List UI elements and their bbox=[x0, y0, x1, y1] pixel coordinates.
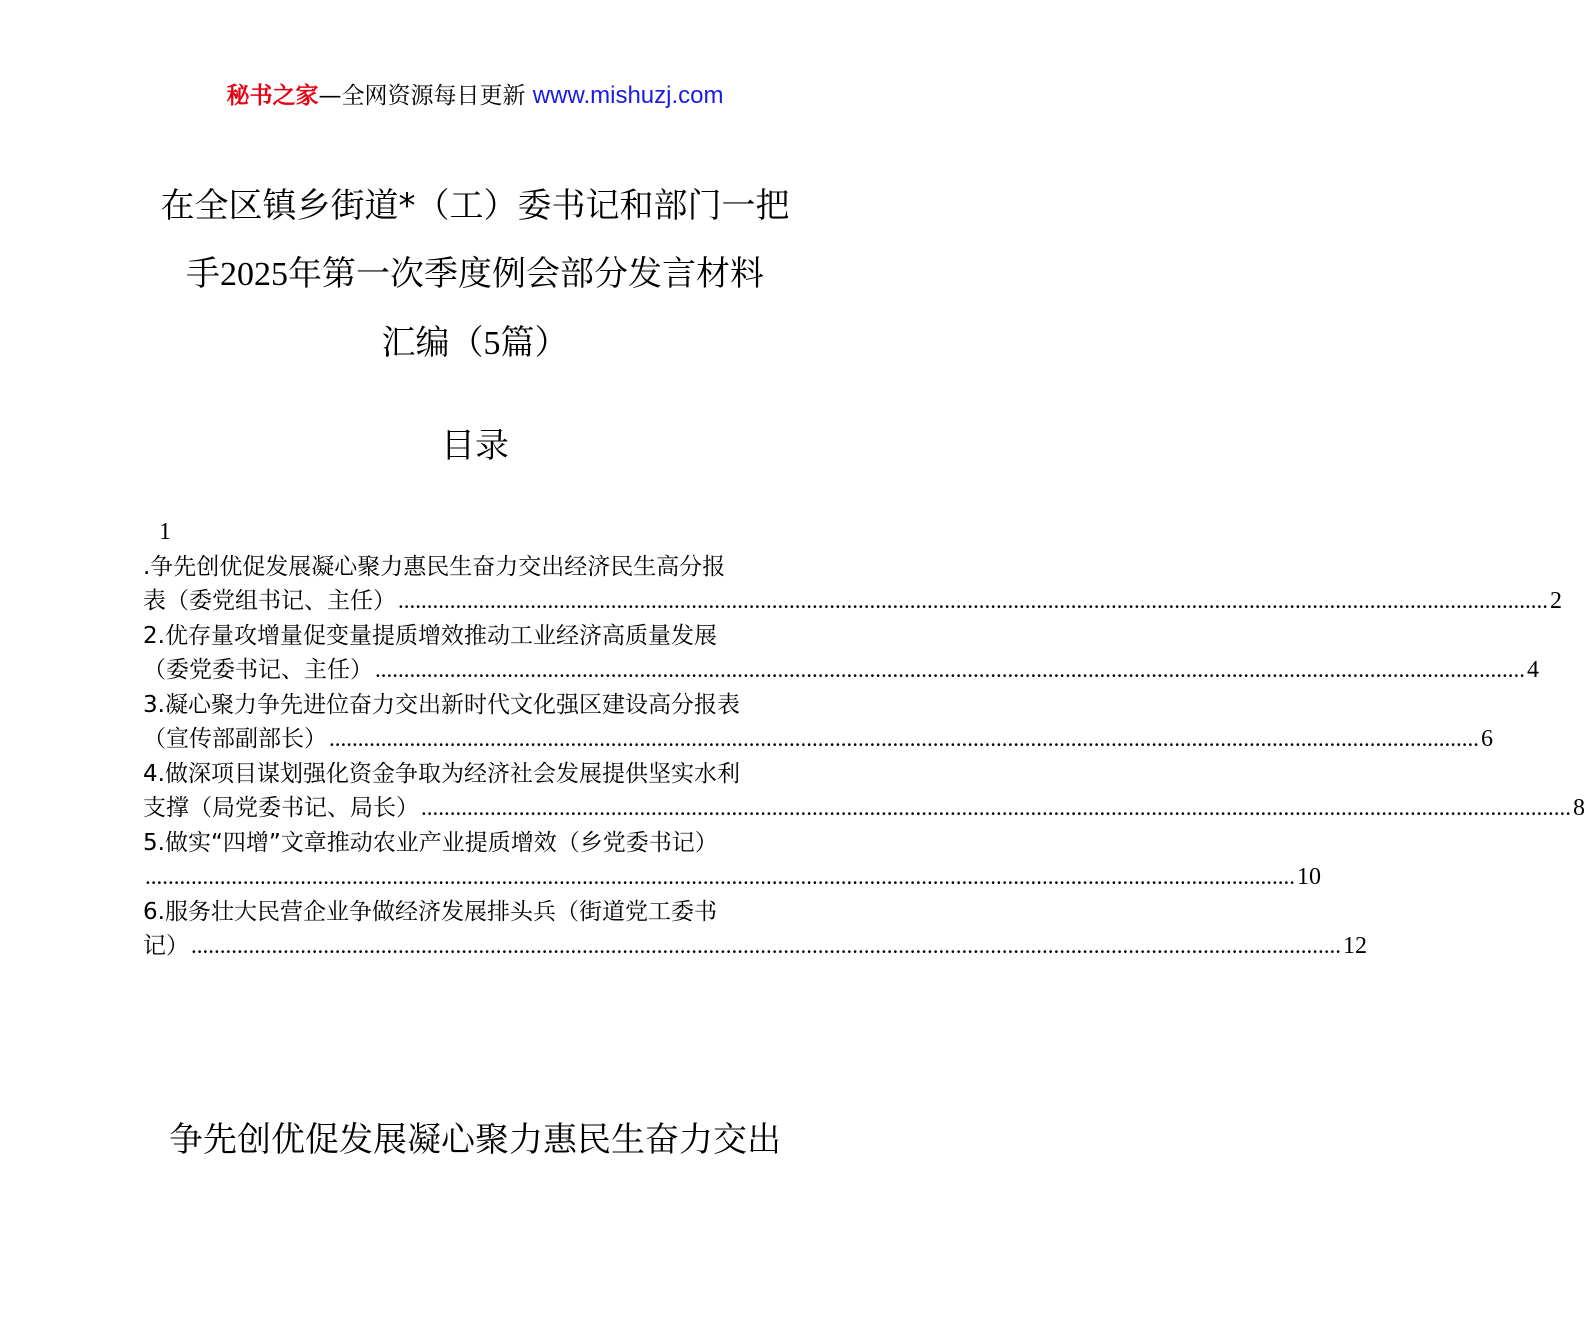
toc-entry-2[interactable] bbox=[143, 619, 1539, 688]
document-title bbox=[120, 172, 830, 378]
toc-entry-text: 2.优存量攻增量促变量提质增效推动工业经济高质量发展 bbox=[143, 622, 717, 649]
title-line-2-post: 年第一次季度例会部分发言材料 bbox=[288, 254, 764, 294]
title-line-3 bbox=[120, 309, 830, 378]
title-line-2-pre: 手 bbox=[186, 254, 220, 294]
toc-lead-number: 1 bbox=[159, 519, 171, 545]
site-url-link[interactable]: www.mishuzj.com bbox=[532, 82, 724, 109]
toc-page-number: 2 bbox=[1550, 588, 1562, 614]
toc-entry-last-line bbox=[143, 860, 1321, 895]
toc-entry-5[interactable] bbox=[143, 826, 1321, 895]
toc-entry-text: 3.凝心聚力争先进位奋力交出新时代文化强区建设高分报表 bbox=[143, 691, 740, 718]
title-count: 5 bbox=[483, 325, 501, 362]
toc-entry-6[interactable] bbox=[143, 895, 1367, 964]
site-slogan: —全网资源每日更新 bbox=[318, 83, 533, 109]
toc-entry-1[interactable] bbox=[143, 550, 1562, 619]
title-year: 2025 bbox=[220, 256, 288, 293]
toc-entry-tail: 记） bbox=[143, 933, 189, 959]
site-brand: 秘书之家 bbox=[226, 83, 319, 109]
toc-dot-leader: ........................................................................................................................................................................................................ bbox=[191, 933, 1341, 958]
toc-entry-last-line bbox=[143, 929, 1367, 964]
toc-dot-leader: ........................................................................................................................................................................................................ bbox=[329, 726, 1479, 751]
toc-page-number: 12 bbox=[1343, 933, 1367, 959]
toc-entry-4[interactable] bbox=[143, 757, 1585, 826]
toc-entry-last-line bbox=[143, 722, 1493, 757]
toc-entry-tail: （宣传部副部长） bbox=[143, 726, 327, 752]
toc-entry-tail: 支撑（局党委书记、局长） bbox=[143, 795, 419, 821]
toc-dot-leader: ........................................................................................................................................................................................................ bbox=[375, 657, 1525, 682]
toc-entry-last-line bbox=[143, 584, 1562, 619]
toc-entry-3[interactable] bbox=[143, 688, 1493, 757]
toc-page-number: 4 bbox=[1527, 657, 1539, 683]
title-line-3-post: 篇） bbox=[500, 323, 569, 363]
toc-entry-last-line bbox=[143, 791, 1585, 826]
table-of-contents bbox=[143, 515, 1585, 964]
toc-entry-last-line bbox=[143, 653, 1539, 688]
toc-entry-tail: 表（委党组书记、主任） bbox=[143, 588, 396, 614]
toc-entry-text: 5.做实“四增”文章推动农业产业提质增效（乡党委书记） bbox=[143, 829, 718, 856]
toc-dot-leader: ........................................................................................................................................................................................................ bbox=[421, 795, 1571, 820]
toc-entry-text: 4.做深项目谋划强化资金争取为经济社会发展提供坚实水利 bbox=[143, 760, 740, 787]
toc-page-number: 8 bbox=[1573, 795, 1585, 821]
toc-page-number: 6 bbox=[1481, 726, 1493, 752]
title-line-3-pre: 汇编（ bbox=[381, 323, 484, 363]
first-article-title: 争先创优促发展凝心聚力惠民生奋力交出 bbox=[169, 1120, 781, 1160]
toc-entry-text: .争先创优促发展凝心聚力惠民生奋力交出经济民生高分报 bbox=[143, 553, 726, 580]
toc-entry-text: 6.服务壮大民营企业争做经济发展排头兵（街道党工委书 bbox=[143, 898, 717, 925]
toc-heading: 目录 bbox=[441, 426, 509, 466]
toc-entry-tail: （委党委书记、主任） bbox=[143, 657, 373, 683]
toc-page-number: 10 bbox=[1297, 864, 1321, 890]
site-header bbox=[0, 80, 950, 112]
toc-dot-leader: ........................................................................................................................................................................................................ bbox=[398, 588, 1548, 613]
toc-dot-leader: ........................................................................................................................................................................................................ bbox=[145, 864, 1295, 889]
title-line-1: 在全区镇乡街道*（工）委书记和部门一把 bbox=[160, 186, 790, 226]
title-line-2 bbox=[120, 240, 830, 309]
